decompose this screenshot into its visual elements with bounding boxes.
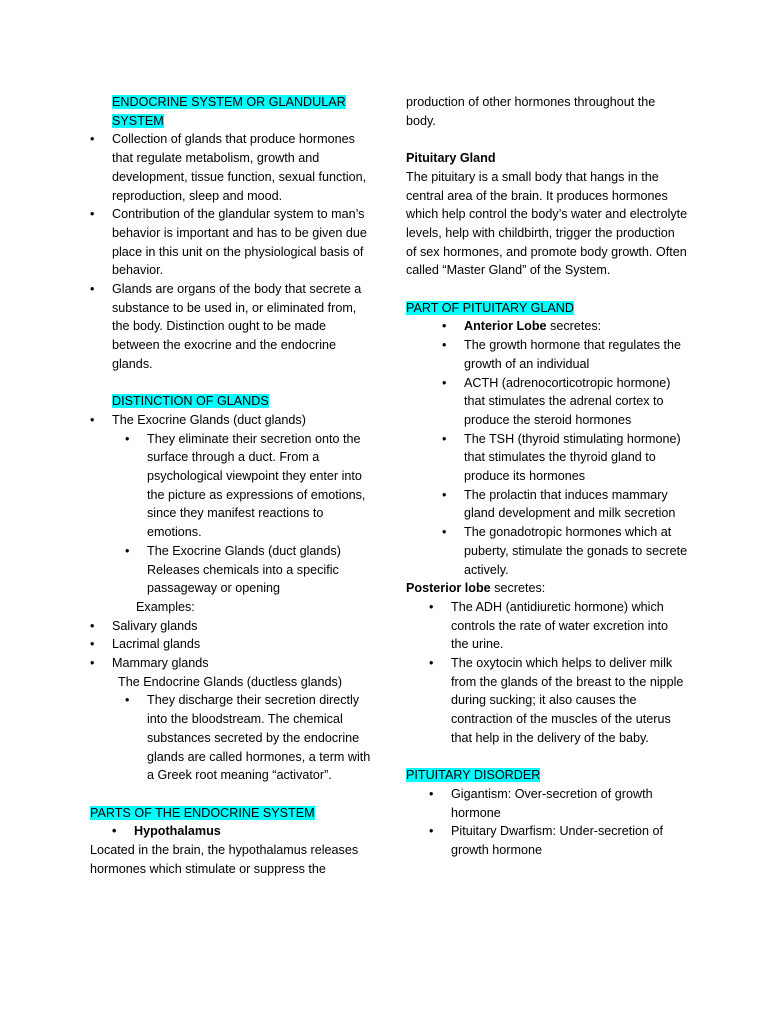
- list-item: • Contribution of the glandular system to man’s behavior is important and has to be given due place in this unit on the physiological basis of behavior.: [90, 205, 372, 280]
- exocrine-title: • The Exocrine Glands (duct glands): [90, 411, 372, 430]
- left-column: [90, 93, 372, 879]
- list-item: • Glands are organs of the body that secrete a substance to be used in, or eliminated from, the body. Distinction ought to be made between the exocrine and the endocrine glands.: [90, 280, 372, 374]
- list-item: • Collection of glands that produce hormones that regulate metabolism, growth and development, tissue function, sexual function, reproduction, sleep and mood.: [90, 130, 372, 205]
- anterior-lobe-label: Anterior Lobe: [464, 319, 547, 334]
- hypothalamus-text: Located in the brain, the hypothalamus releases hormones which stimulate or suppress the: [90, 843, 359, 876]
- continued-text: production of other hormones throughout the body.: [406, 95, 656, 128]
- list-item: • The growth hormone that regulates the growth of an individual: [442, 336, 688, 373]
- anterior-lobe-line: [442, 317, 688, 336]
- hypothalamus-label: • Hypothalamus: [112, 822, 372, 841]
- list-item: • The TSH (thyroid stimulating hormone) that stimulates the thyroid gland to produce its hormones: [442, 430, 688, 486]
- list-item: • They discharge their secretion directly into the bloodstream. The chemical substances secreted by the endocrine glands are called hormones, a term with a Greek root meaning “activator”.: [125, 691, 372, 785]
- posterior-lobe-suffix: secretes:: [490, 581, 546, 596]
- heading-parts-of-endocrine-system: PARTS OF THE ENDOCRINE SYSTEM: [90, 805, 315, 820]
- list-item: • The oxytocin which helps to deliver milk from the glands of the breast to the nipple during sucking; it also causes the contraction of the muscles of the uterus that help in the delivery of the baby.: [429, 654, 688, 748]
- posterior-lobe-line: [406, 579, 688, 598]
- list-item: • Pituitary Dwarfism: Under-secretion of growth hormone: [429, 822, 688, 859]
- list-item: • The prolactin that induces mammary gland development and milk secretion: [442, 486, 688, 523]
- list-item: • Gigantism: Over-secretion of growth hormone: [429, 785, 688, 822]
- heading-part-of-pituitary-gland: PART OF PITUITARY GLAND: [406, 300, 574, 315]
- examples-label: Examples:: [136, 599, 195, 614]
- list-item: • Mammary glands: [90, 654, 372, 673]
- list-item: • ACTH (adrenocorticotropic hormone) that stimulates the adrenal cortex to produce the steroid hormones: [442, 374, 688, 430]
- list-item: • They eliminate their secretion onto the surface through a duct. From a psychological viewpoint they enter into the picture as expressions of emotions, since they manifest reactions to emotions.: [125, 430, 372, 542]
- list-item: • The gonadotropic hormones which at puberty, stimulate the gonads to secrete actively.: [442, 523, 688, 579]
- list-item: • Lacrimal glands: [90, 635, 372, 654]
- endocrine-title: The Endocrine Glands (ductless glands): [118, 674, 343, 689]
- pituitary-gland-label: Pituitary Gland: [406, 151, 496, 166]
- list-item: • The Exocrine Glands (duct glands) Releases chemicals into a specific passageway or opening: [125, 542, 372, 598]
- heading-endocrine-system: ENDOCRINE SYSTEM OR GLANDULAR SYSTEM: [112, 95, 346, 128]
- list-item: • The ADH (antidiuretic hormone) which controls the rate of water excretion into the urine.: [429, 598, 688, 654]
- list-item: • Salivary glands: [90, 617, 372, 636]
- pituitary-gland-text: The pituitary is a small body that hangs in the central area of the brain. It produces hormones which help control the body’s water and electrolyte levels, help with childbirth, trigger the production of sex hormones, and promote body growth. Often called “Master Gland” of the System.: [406, 169, 688, 278]
- heading-pituitary-disorder: PITUITARY DISORDER: [406, 768, 541, 783]
- right-column: [406, 93, 688, 860]
- anterior-lobe-suffix: secretes:: [546, 319, 602, 334]
- heading-distinction-of-glands: DISTINCTION OF GLANDS: [112, 394, 269, 409]
- posterior-lobe-label: Posterior lobe: [406, 581, 491, 596]
